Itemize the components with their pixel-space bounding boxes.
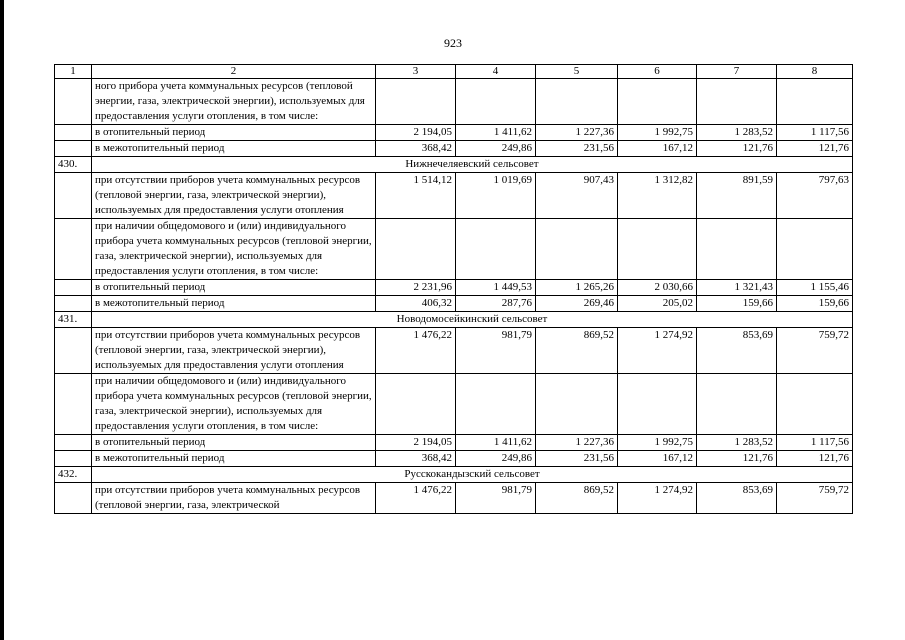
tariff-table bbox=[54, 64, 853, 514]
section-name: Нижнечеляевский сельсовет bbox=[92, 157, 853, 173]
index-cell bbox=[55, 374, 92, 435]
table-body bbox=[55, 65, 853, 514]
description-cell: при наличии общедомового и (или) индивидуального прибора учета коммунальных ресурсов (тепловой энергии, газа, электрической энергии), используемых для предоставления услуги отопления, в том числе: bbox=[92, 219, 376, 280]
value-cell: 1 155,46 bbox=[777, 280, 853, 296]
value-row bbox=[55, 141, 853, 157]
description-row bbox=[55, 219, 853, 280]
row-label: при отсутствии приборов учета коммунальных ресурсов (тепловой энергии, газа, электрической энергии), используемых для предоставления услуги отопления bbox=[92, 173, 376, 219]
value-cell: 1 321,43 bbox=[697, 280, 777, 296]
value-cell: 249,86 bbox=[456, 141, 536, 157]
value-row bbox=[55, 483, 853, 514]
value-cell: 1 476,22 bbox=[376, 483, 456, 514]
empty-value-cell bbox=[697, 219, 777, 280]
column-header: 7 bbox=[697, 65, 777, 79]
empty-value-cell bbox=[777, 374, 853, 435]
value-cell: 205,02 bbox=[618, 296, 697, 312]
value-row bbox=[55, 280, 853, 296]
header-row bbox=[55, 65, 853, 79]
empty-value-cell bbox=[376, 374, 456, 435]
value-cell: 1 227,36 bbox=[536, 435, 618, 451]
value-row bbox=[55, 173, 853, 219]
empty-value-cell bbox=[456, 374, 536, 435]
index-cell bbox=[55, 328, 92, 374]
column-header: 2 bbox=[92, 65, 376, 79]
empty-value-cell bbox=[456, 219, 536, 280]
empty-value-cell bbox=[618, 374, 697, 435]
value-cell: 1 514,12 bbox=[376, 173, 456, 219]
row-label: в межотопительный период bbox=[92, 141, 376, 157]
value-cell: 121,76 bbox=[777, 451, 853, 467]
index-cell bbox=[55, 435, 92, 451]
index-cell bbox=[55, 173, 92, 219]
value-cell: 1 449,53 bbox=[456, 280, 536, 296]
empty-value-cell bbox=[456, 79, 536, 125]
value-cell: 368,42 bbox=[376, 141, 456, 157]
value-cell: 121,76 bbox=[697, 451, 777, 467]
value-cell: 269,46 bbox=[536, 296, 618, 312]
description-cell: при наличии общедомового и (или) индивидуального прибора учета коммунальных ресурсов (тепловой энергии, газа, электрической энергии), используемых для предоставления услуги отопления, в том числе: bbox=[92, 374, 376, 435]
value-row bbox=[55, 451, 853, 467]
section-name: Новодомосейкинский сельсовет bbox=[92, 312, 853, 328]
row-label: в отопительный период bbox=[92, 280, 376, 296]
value-cell: 2 231,96 bbox=[376, 280, 456, 296]
section-name: Русскокандызский сельсовет bbox=[92, 467, 853, 483]
value-cell: 1 117,56 bbox=[777, 435, 853, 451]
value-cell: 1 476,22 bbox=[376, 328, 456, 374]
section-index: 432. bbox=[55, 467, 92, 483]
value-row bbox=[55, 328, 853, 374]
index-cell bbox=[55, 125, 92, 141]
empty-value-cell bbox=[376, 79, 456, 125]
value-cell: 1 312,82 bbox=[618, 173, 697, 219]
value-cell: 1 283,52 bbox=[697, 435, 777, 451]
page-left-edge bbox=[0, 0, 4, 640]
empty-value-cell bbox=[777, 219, 853, 280]
value-cell: 249,86 bbox=[456, 451, 536, 467]
value-cell: 1 992,75 bbox=[618, 435, 697, 451]
empty-value-cell bbox=[536, 374, 618, 435]
value-cell: 981,79 bbox=[456, 328, 536, 374]
row-label: в межотопительный период bbox=[92, 451, 376, 467]
value-cell: 1 227,36 bbox=[536, 125, 618, 141]
column-header: 3 bbox=[376, 65, 456, 79]
index-cell bbox=[55, 280, 92, 296]
column-header: 6 bbox=[618, 65, 697, 79]
value-cell: 891,59 bbox=[697, 173, 777, 219]
value-cell: 981,79 bbox=[456, 483, 536, 514]
value-cell: 1 117,56 bbox=[777, 125, 853, 141]
value-cell: 1 411,62 bbox=[456, 125, 536, 141]
value-cell: 1 992,75 bbox=[618, 125, 697, 141]
value-cell: 1 411,62 bbox=[456, 435, 536, 451]
section-row bbox=[55, 312, 853, 328]
row-label: при отсутствии приборов учета коммунальных ресурсов (тепловой энергии, газа, электрической энергии), используемых для предоставления услуги отопления bbox=[92, 328, 376, 374]
value-cell: 1 265,26 bbox=[536, 280, 618, 296]
value-cell: 797,63 bbox=[777, 173, 853, 219]
empty-value-cell bbox=[376, 219, 456, 280]
value-cell: 853,69 bbox=[697, 483, 777, 514]
value-cell: 2 030,66 bbox=[618, 280, 697, 296]
value-cell: 907,43 bbox=[536, 173, 618, 219]
index-cell bbox=[55, 296, 92, 312]
value-cell: 121,76 bbox=[697, 141, 777, 157]
value-cell: 853,69 bbox=[697, 328, 777, 374]
index-cell bbox=[55, 141, 92, 157]
section-row bbox=[55, 467, 853, 483]
value-row bbox=[55, 296, 853, 312]
section-index: 430. bbox=[55, 157, 92, 173]
column-header: 4 bbox=[456, 65, 536, 79]
empty-value-cell bbox=[536, 79, 618, 125]
description-row bbox=[55, 79, 853, 125]
value-cell: 1 274,92 bbox=[618, 328, 697, 374]
column-header: 5 bbox=[536, 65, 618, 79]
value-cell: 406,32 bbox=[376, 296, 456, 312]
row-label: в отопительный период bbox=[92, 435, 376, 451]
description-cell: ного прибора учета коммунальных ресурсов (тепловой энергии, газа, электрической энергии), используемых для предоставления услуги отопления, в том числе: bbox=[92, 79, 376, 125]
index-cell bbox=[55, 483, 92, 514]
value-cell: 121,76 bbox=[777, 141, 853, 157]
page-number: 923 bbox=[444, 36, 462, 50]
index-cell bbox=[55, 451, 92, 467]
value-row bbox=[55, 125, 853, 141]
empty-value-cell bbox=[618, 79, 697, 125]
section-row bbox=[55, 157, 853, 173]
row-label: в отопительный период bbox=[92, 125, 376, 141]
value-cell: 869,52 bbox=[536, 483, 618, 514]
value-cell: 1 019,69 bbox=[456, 173, 536, 219]
empty-value-cell bbox=[618, 219, 697, 280]
value-cell: 167,12 bbox=[618, 141, 697, 157]
value-cell: 368,42 bbox=[376, 451, 456, 467]
empty-value-cell bbox=[777, 79, 853, 125]
value-cell: 167,12 bbox=[618, 451, 697, 467]
value-cell: 159,66 bbox=[777, 296, 853, 312]
empty-value-cell bbox=[536, 219, 618, 280]
value-cell: 869,52 bbox=[536, 328, 618, 374]
value-cell: 759,72 bbox=[777, 328, 853, 374]
empty-value-cell bbox=[697, 79, 777, 125]
index-cell bbox=[55, 219, 92, 280]
value-row bbox=[55, 435, 853, 451]
row-label: в межотопительный период bbox=[92, 296, 376, 312]
value-cell: 231,56 bbox=[536, 451, 618, 467]
description-row bbox=[55, 374, 853, 435]
column-header: 8 bbox=[777, 65, 853, 79]
column-header: 1 bbox=[55, 65, 92, 79]
value-cell: 2 194,05 bbox=[376, 125, 456, 141]
value-cell: 231,56 bbox=[536, 141, 618, 157]
value-cell: 159,66 bbox=[697, 296, 777, 312]
value-cell: 1 274,92 bbox=[618, 483, 697, 514]
value-cell: 287,76 bbox=[456, 296, 536, 312]
section-index: 431. bbox=[55, 312, 92, 328]
row-label: при отсутствии приборов учета коммунальных ресурсов (тепловой энергии, газа, электрической bbox=[92, 483, 376, 514]
value-cell: 1 283,52 bbox=[697, 125, 777, 141]
index-cell bbox=[55, 79, 92, 125]
empty-value-cell bbox=[697, 374, 777, 435]
value-cell: 759,72 bbox=[777, 483, 853, 514]
value-cell: 2 194,05 bbox=[376, 435, 456, 451]
